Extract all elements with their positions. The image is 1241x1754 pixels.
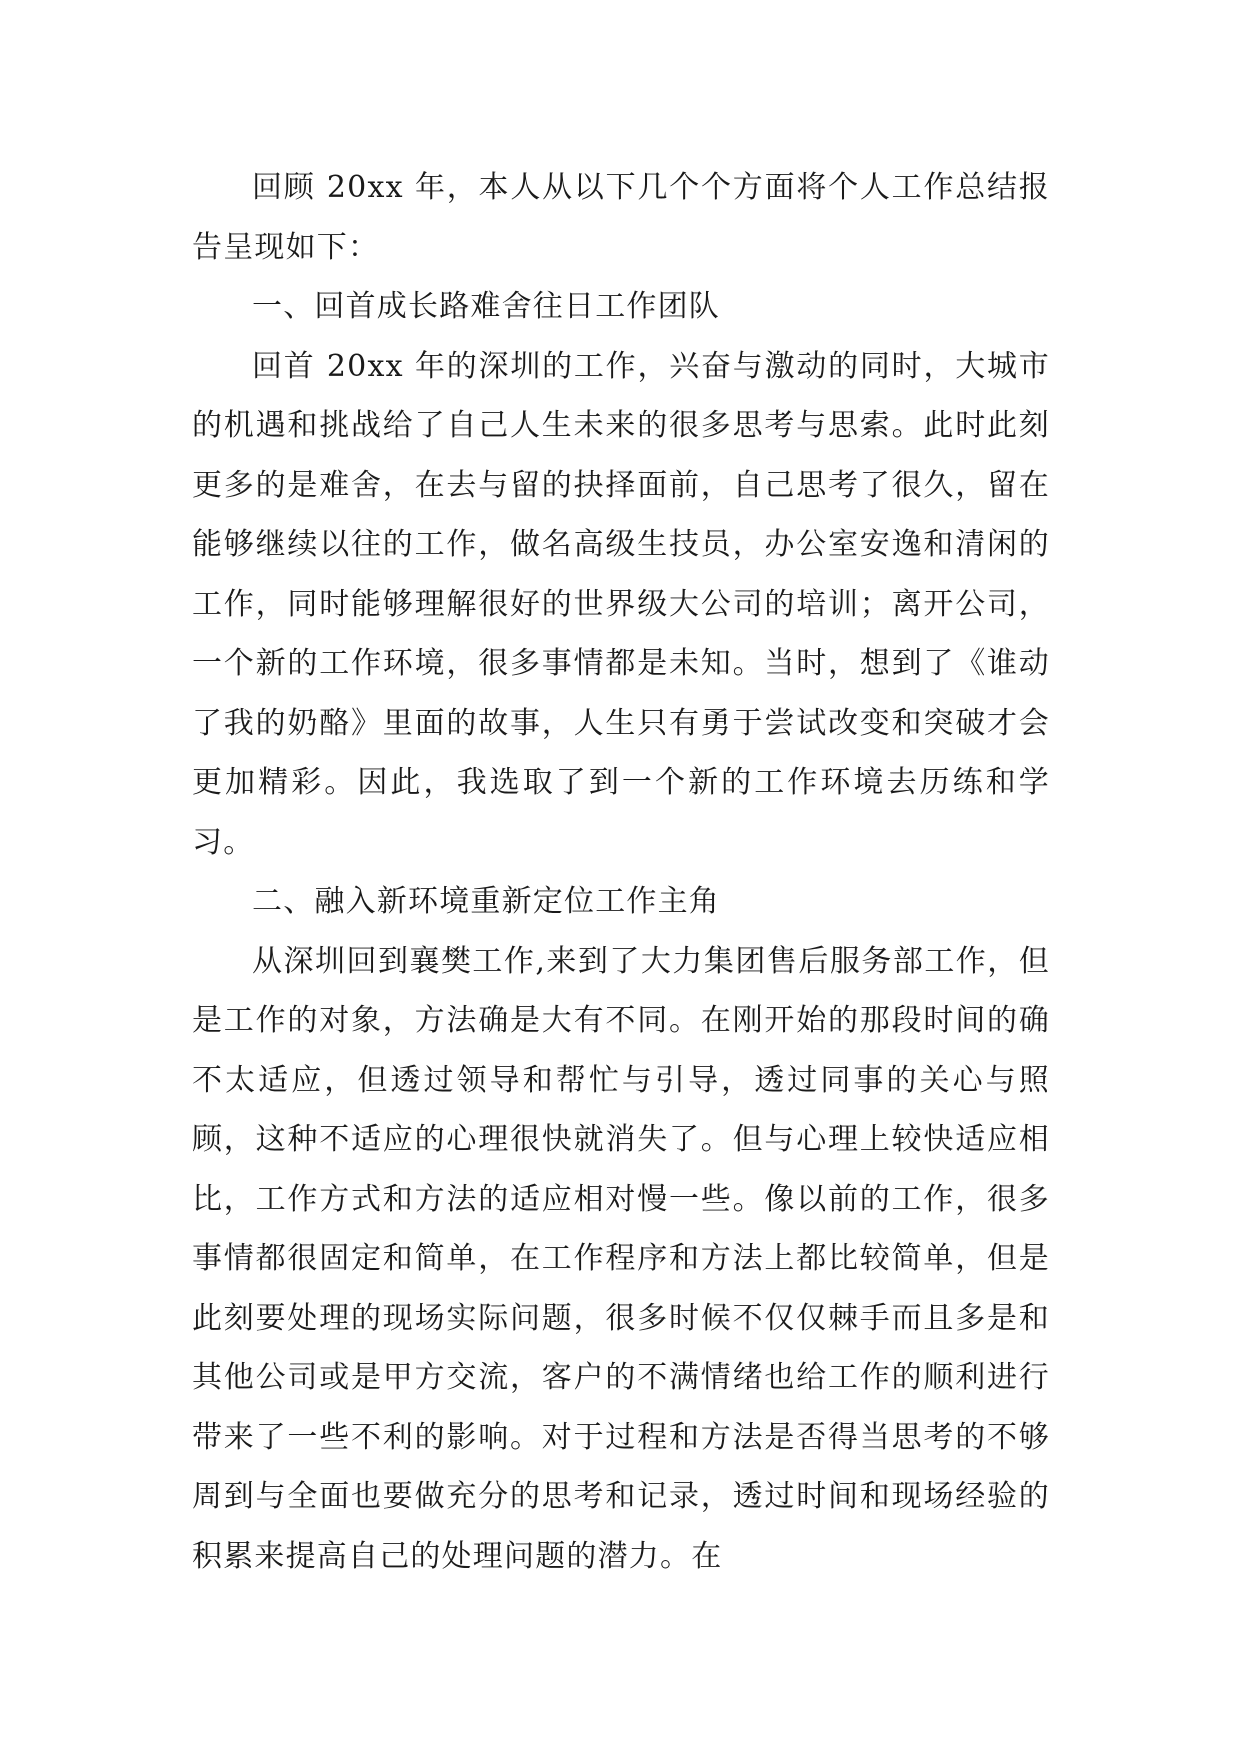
document-body	[192, 158, 1050, 1586]
section-1-paragraph: 回首 20xx 年的深圳的工作，兴奋与激动的同时，大城市的机遇和挑战给了自己人生未来的很多思考与思索。此时此刻更多的是难舍，在去与留的抉择面前，自己思考了很久，留在能够继续以往的工作，做名高级生技员，办公室安逸和清闲的工作，同时能够理解很好的世界级大公司的培训；离开公司，一个新的工作环境，很多事情都是未知。当时，想到了《谁动了我的奶酪》里面的故事，人生只有勇于尝试改变和突破才会更加精彩。因此，我选取了到一个新的工作环境去历练和学习。	[192, 348, 1050, 860]
section-2-paragraph: 从深圳回到襄樊工作,来到了大力集团售后服务部工作，但是工作的对象，方法确是大有不同。在刚开始的那段时间的确不太适应，但透过领导和帮忙与引导，透过同事的关心与照顾，这种不适应的心理很快就消失了。但与心理上较快适应相比，工作方式和方法的适应相对慢一些。像以前的工作，很多事情都很固定和简单，在工作程序和方法上都比较简单，但是此刻要处理的现场实际问题，很多时候不仅仅棘手而且多是和其他公司或是甲方交流，客户的不满情绪也给工作的顺利进行带来了一些不利的影响。对于过程和方法是否得当思考的不够周到与全面也要做充分的思考和记录，透过时间和现场经验的积累来提高自己的处理问题的潜力。在	[192, 943, 1050, 1574]
intro-paragraph: 回顾 20xx 年，本人从以下几个个方面将个人工作总结报告呈现如下：	[192, 170, 1050, 265]
section-heading-2: 二、融入新环境重新定位工作主角	[252, 884, 720, 919]
section-heading-1: 一、回首成长路难舍往日工作团队	[252, 289, 720, 324]
